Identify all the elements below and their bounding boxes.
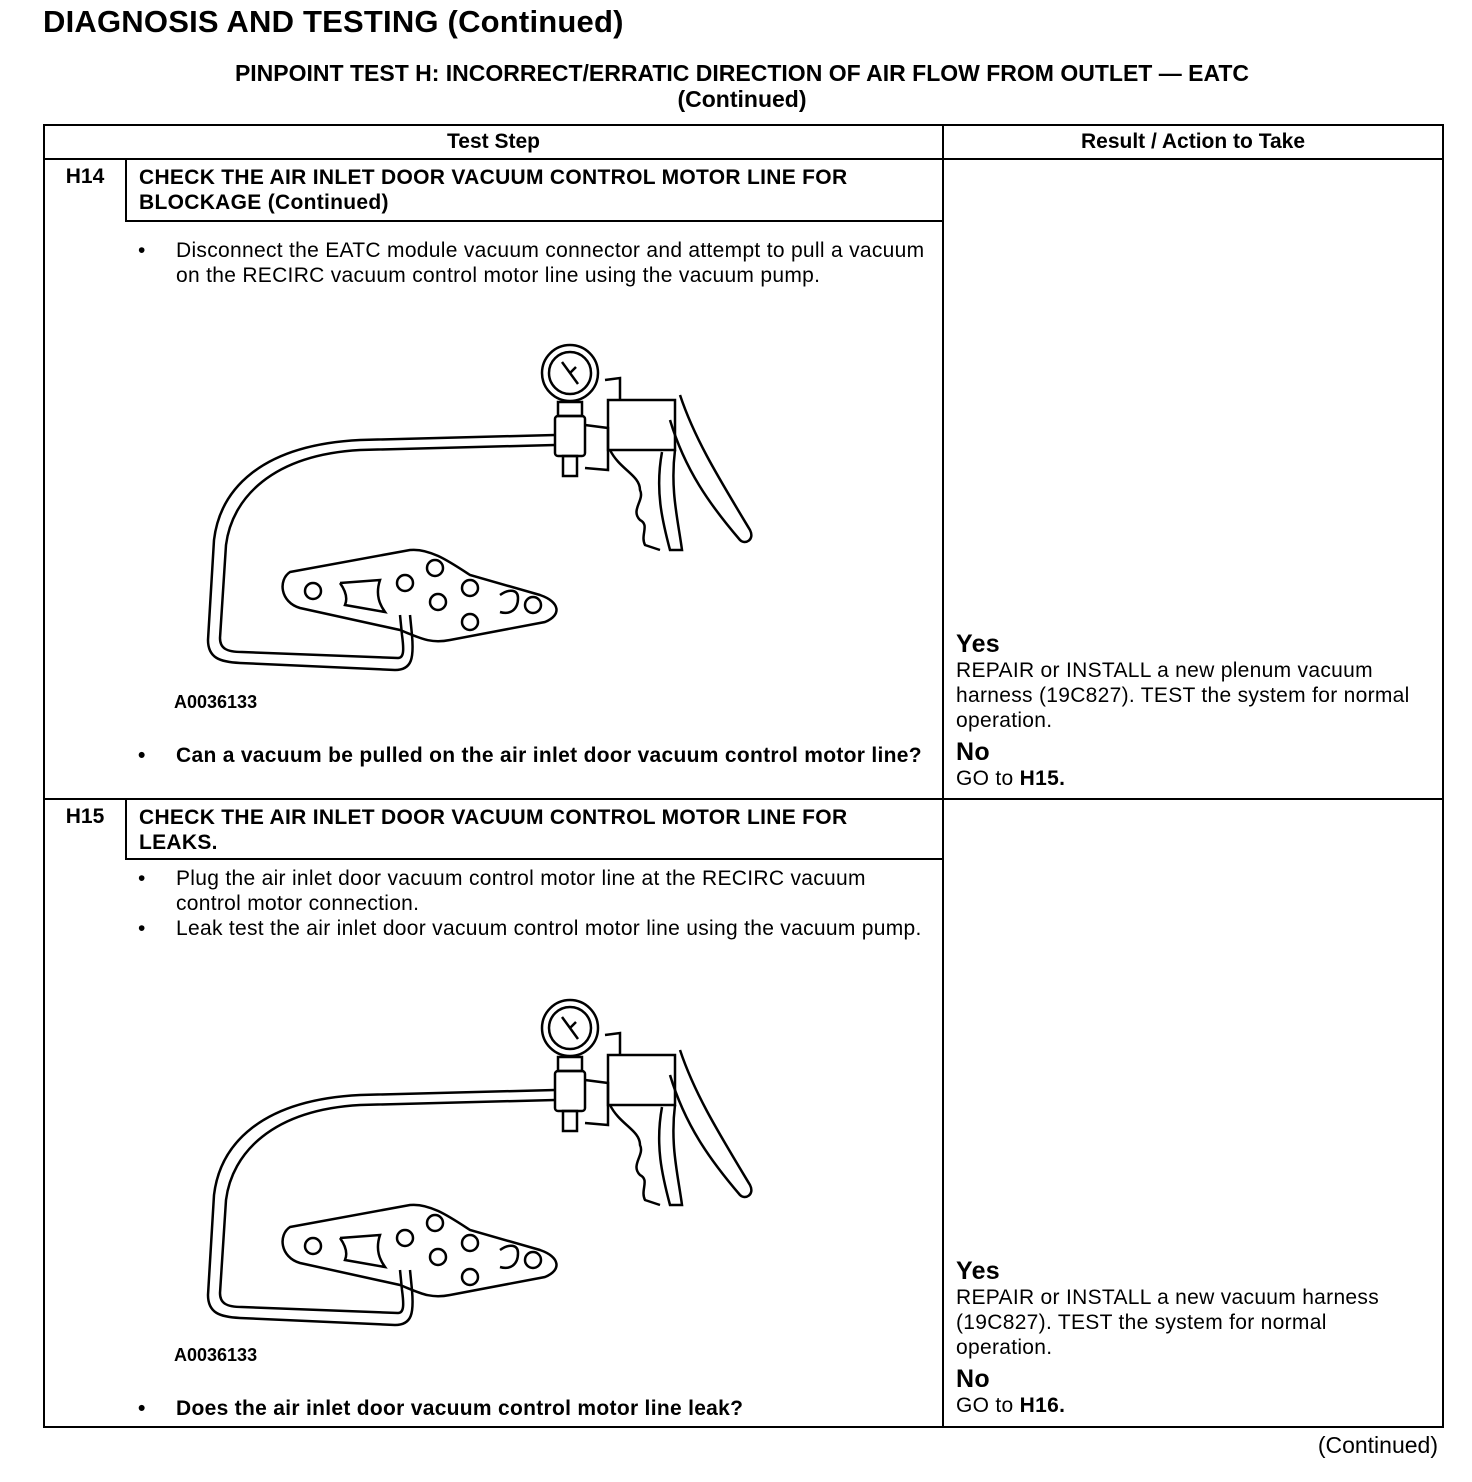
step-title: CHECK THE AIR INLET DOOR VACUUM CONTROL MOTOR LINE FOR LEAKS. bbox=[139, 806, 848, 854]
pinpoint-test-title-line2: (Continued) bbox=[677, 86, 807, 112]
no-action: GO to H15. bbox=[956, 767, 1066, 790]
no-label: No bbox=[956, 738, 990, 766]
yes-label: Yes bbox=[956, 630, 1001, 658]
no-label: No bbox=[956, 1365, 990, 1393]
step-question: • Does the air inlet door vacuum control motor line leak? bbox=[138, 1397, 744, 1420]
figure-code: A0036133 bbox=[174, 1345, 258, 1365]
step-instruction: • Plug the air inlet door vacuum control motor line at the RECIRC vacuum control motor connection. bbox=[138, 867, 866, 915]
bullet-icon: • bbox=[138, 1397, 146, 1420]
page-title: DIAGNOSIS AND TESTING (Continued) bbox=[43, 4, 624, 39]
figure-code: A0036133 bbox=[174, 692, 258, 712]
step-title: CHECK THE AIR INLET DOOR VACUUM CONTROL MOTOR LINE FOR BLOCKAGE (Continued) bbox=[139, 166, 848, 214]
result-action bbox=[956, 631, 1426, 791]
step-title-underline-h14 bbox=[125, 220, 944, 222]
step-instruction: • Disconnect the EATC module vacuum connector and attempt to pull a vacuum on the RECIRC vacuum control motor line using the vacuum pump. bbox=[138, 239, 925, 287]
table-header-divider bbox=[43, 158, 1444, 160]
step-question: • Can a vacuum be pulled on the air inlet door vacuum control motor line? bbox=[138, 744, 922, 767]
step-id: H14 bbox=[65, 165, 105, 188]
result-action bbox=[956, 1258, 1426, 1418]
bullet-icon: • bbox=[138, 239, 146, 262]
goto-step-link[interactable]: H15. bbox=[1019, 767, 1066, 790]
no-action: GO to H16. bbox=[956, 1394, 1066, 1417]
column-header-result: Result / Action to Take bbox=[1080, 130, 1306, 153]
step-id: H15 bbox=[65, 805, 105, 828]
table-column-divider bbox=[942, 124, 944, 1428]
yes-action: REPAIR or INSTALL a new vacuum harness (19C827). TEST the system for normal operation. bbox=[956, 1286, 1380, 1359]
column-header-test-step: Test Step bbox=[447, 130, 540, 153]
bullet-icon: • bbox=[138, 744, 146, 767]
yes-label: Yes bbox=[956, 1257, 1001, 1285]
step-instruction: • Leak test the air inlet door vacuum control motor line using the vacuum pump. bbox=[138, 917, 922, 940]
bullet-icon: • bbox=[138, 867, 146, 890]
step-id-divider-h14 bbox=[125, 158, 127, 222]
table-row-divider bbox=[43, 798, 1444, 800]
vacuum-pump-illustration bbox=[200, 340, 770, 680]
step-id-divider-h15 bbox=[125, 798, 127, 860]
step-title-underline-h15 bbox=[125, 858, 944, 860]
goto-step-link[interactable]: H16. bbox=[1019, 1394, 1066, 1417]
continued-footer: (Continued) bbox=[1317, 1432, 1438, 1458]
pinpoint-test-title-line1: PINPOINT TEST H: INCORRECT/ERRATIC DIRECTION OF AIR FLOW FROM OUTLET — EATC bbox=[234, 60, 1250, 86]
vacuum-pump-illustration bbox=[200, 995, 770, 1335]
pinpoint-test-title bbox=[40, 60, 1444, 112]
bullet-icon: • bbox=[138, 917, 146, 940]
yes-action: REPAIR or INSTALL a new plenum vacuum harness (19C827). TEST the system for normal operation. bbox=[956, 659, 1410, 732]
